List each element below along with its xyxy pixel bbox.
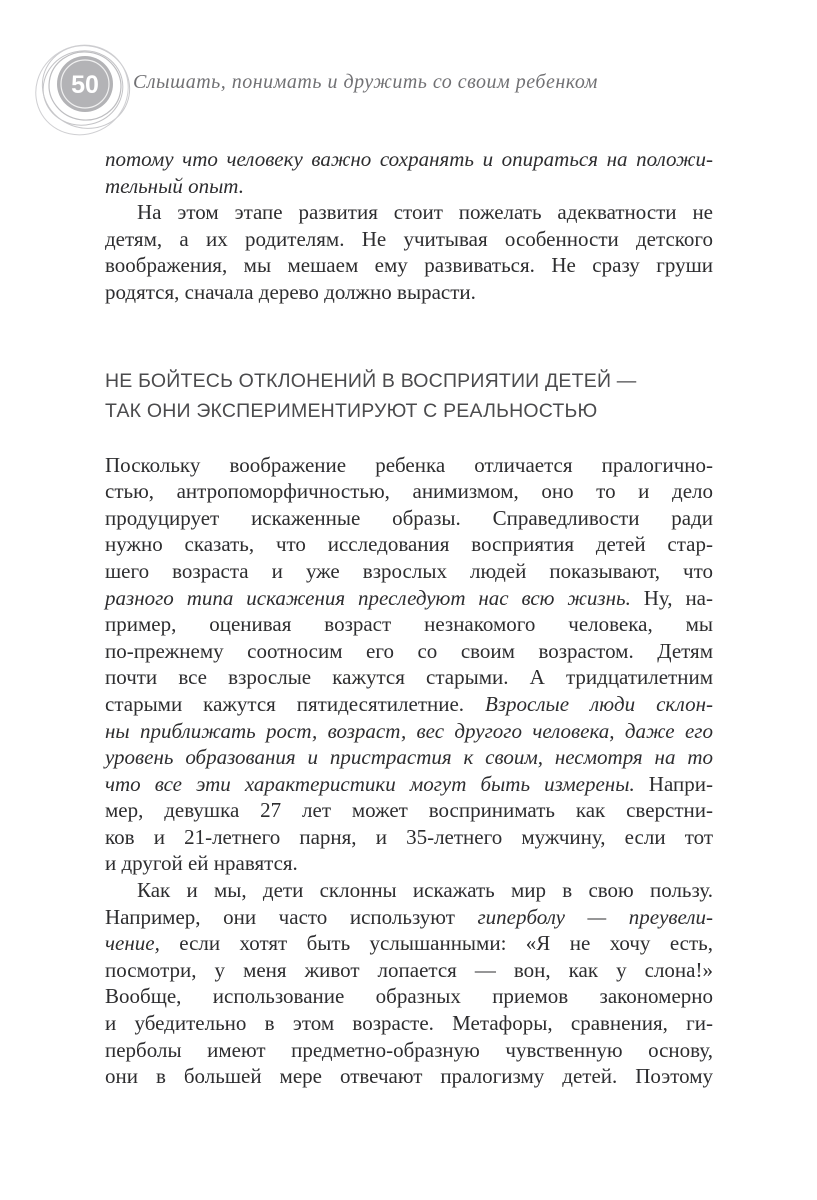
text-segment: мер, девушка 27 лет может воспринимать как сверстни- <box>105 798 713 823</box>
text-line <box>105 930 713 957</box>
text-segment: тельный опыт. <box>105 173 244 198</box>
text-line <box>105 824 713 851</box>
text-line <box>105 983 713 1010</box>
text-line <box>105 505 713 532</box>
paragraph <box>105 877 713 1090</box>
text-line <box>105 1063 713 1090</box>
text-segment: и другой ей нравятся. <box>105 851 298 876</box>
text-segment: потому что человеку важно сохранять и опираться на положи- <box>105 147 713 171</box>
text-segment: детям, а их родителям. Не учитывая особенности детского <box>105 226 713 251</box>
text-segment: пример, оценивая возраст незнакомого человека, мы <box>105 612 713 637</box>
text-line <box>105 558 713 585</box>
text-line <box>105 173 713 200</box>
text-segment: продуцирует искаженные образы. Справедливости ради <box>105 505 713 530</box>
main-paragraphs <box>105 452 713 1090</box>
text-segment: шего возраста и уже взрослых людей показывают, что <box>105 558 713 583</box>
section-heading-line-1: НЕ БОЙТЕСЬ ОТКЛОНЕНИЙ В ВОСПРИЯТИИ ДЕТЕЙ — <box>105 369 637 392</box>
text-segment: если хотят быть услышанными: «Я не хочу есть, <box>159 931 713 956</box>
text-segment: Вообще, использование образных приемов закономерно <box>105 984 713 1009</box>
text-segment: перболы имеют предметно-образную чувственную основу, <box>105 1037 713 1062</box>
text-line <box>105 638 713 665</box>
text-segment: На этом этапе развития стоит пожелать адекватности не <box>137 200 713 225</box>
text-segment: родятся, сначала дерево должно вырасти. <box>105 279 476 304</box>
text-line <box>105 478 713 505</box>
text-segment: они в большей мере отвечают пралогизму детей. Поэтому <box>105 1064 713 1089</box>
text-line <box>105 877 713 904</box>
text-line <box>105 718 713 745</box>
text-line <box>105 252 713 279</box>
text-line <box>105 585 713 612</box>
text-segment: разного типа искажения преследуют нас всю жизнь. <box>105 585 631 610</box>
text-segment: Поскольку воображение ребенка отличается пралогично- <box>105 452 713 477</box>
text-line <box>105 1010 713 1037</box>
text-segment: ков и 21-летнего парня, и 35-летнего мужчину, если тот <box>105 824 713 849</box>
intro-paragraphs <box>105 146 713 306</box>
text-line <box>105 146 713 173</box>
paragraph <box>105 199 713 305</box>
paragraph <box>105 452 713 878</box>
text-segment: что все эти характеристики могут быть измерены. <box>105 771 635 796</box>
text-line <box>105 199 713 226</box>
text-segment: Как и мы, дети склонны искажать мир в свою пользу. <box>137 878 713 903</box>
text-line <box>105 226 713 253</box>
paragraph <box>105 146 713 199</box>
text-segment: чение, <box>105 931 160 956</box>
text-segment: ны приближать рост, возраст, вес другого человека, даже его <box>105 718 713 743</box>
text-segment: стью, антропоморфичностью, анимизмом, оно то и дело <box>105 479 713 504</box>
text-segment: нужно сказать, что исследования восприятия детей стар- <box>105 532 713 557</box>
text-line <box>105 797 713 824</box>
section-heading <box>105 366 713 426</box>
text-segment: Взрослые люди склон- <box>485 691 713 716</box>
text-line <box>105 531 713 558</box>
text-line <box>105 452 713 479</box>
text-line <box>105 771 713 798</box>
text-line <box>105 664 713 691</box>
text-line <box>105 611 713 638</box>
text-line <box>105 904 713 931</box>
text-segment: воображения, мы мешаем ему развиваться. Не сразу груши <box>105 253 713 278</box>
text-line <box>105 691 713 718</box>
text-segment: Например, они часто используют <box>105 904 478 929</box>
text-line <box>105 744 713 771</box>
page-number: 50 <box>71 71 99 99</box>
text-segment: уровень образования и пристрастия к своим, несмотря на то <box>105 745 713 770</box>
text-segment: почти все взрослые кажутся старыми. А тридцатилетним <box>105 665 713 690</box>
text-segment: старыми кажутся пятидесятилетние. <box>105 691 486 716</box>
text-line <box>105 1037 713 1064</box>
text-line <box>105 850 713 877</box>
page-number-ornament <box>23 22 155 164</box>
text-segment: гиперболу — преувели- <box>477 904 713 929</box>
running-header: Слышать, понимать и дружить со своим ребенком <box>133 71 598 93</box>
text-segment: посмотри, у меня живот лопается — вон, как у слона!» <box>105 957 713 982</box>
page-content <box>105 146 713 1090</box>
text-line <box>105 279 713 306</box>
text-segment: Ну, на- <box>630 585 713 610</box>
text-segment: Напри- <box>634 771 713 796</box>
text-line <box>105 957 713 984</box>
text-segment: и убедительно в этом возрасте. Метафоры, сравнения, ги- <box>105 1011 713 1036</box>
text-segment: по-прежнему соотносим его со своим возрастом. Детям <box>105 638 713 663</box>
section-heading-line-2: ТАК ОНИ ЭКСПЕРИМЕНТИРУЮТ С РЕАЛЬНОСТЬЮ <box>105 399 598 422</box>
